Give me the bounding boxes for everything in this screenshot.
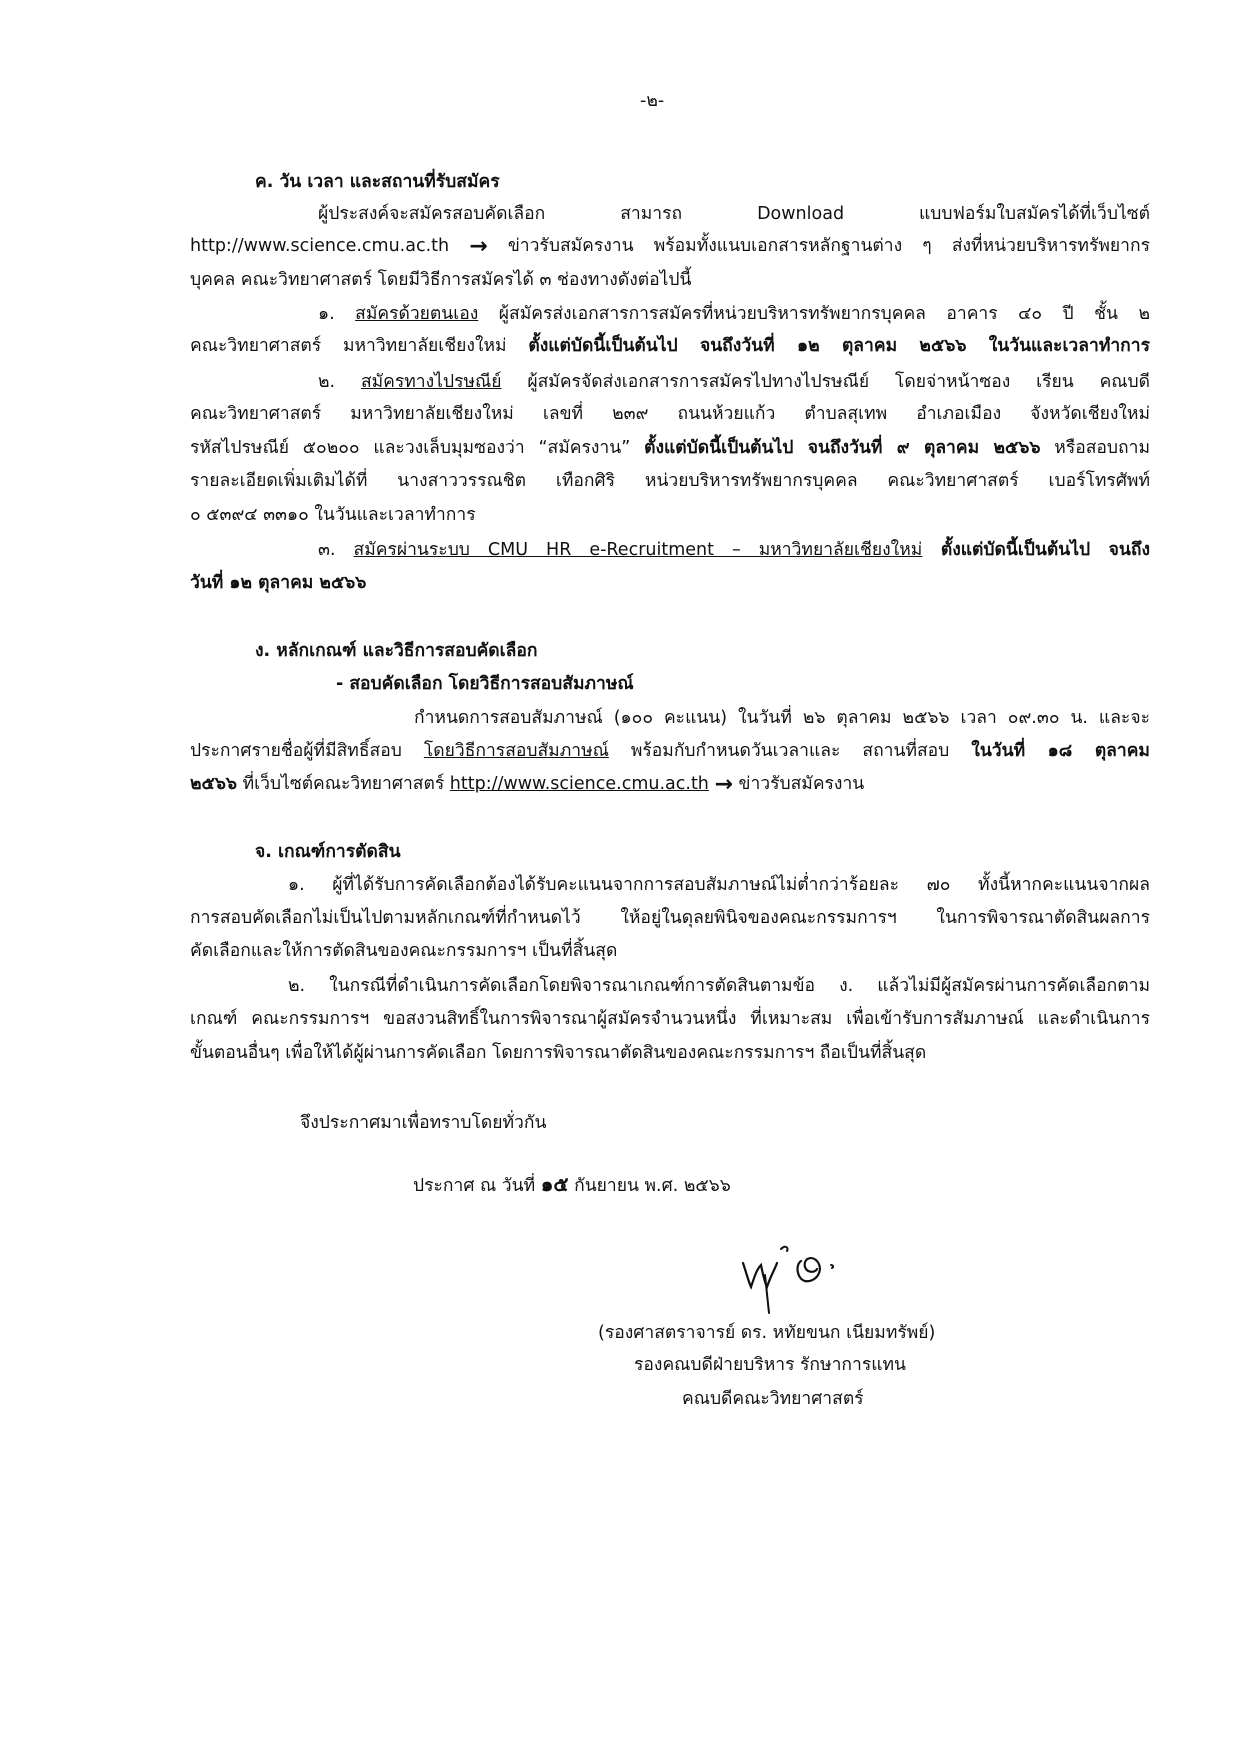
page-number: -๒-	[640, 91, 665, 111]
item-3-line-2: วันที่ ๑๒ ตุลาคม ๒๕๖๖	[190, 573, 367, 593]
section-c-paragraph-line-1: ผู้ประสงค์จะสมัครสอบคัดเลือก สามารถ Download แบบฟอร์มใบสมัครได้ที่เว็บไซต์	[318, 204, 1150, 224]
item-2-line-3: รหัสไปรษณีย์ ๕๐๒๐๐ และวงเล็บมุมซองว่า “สมัครงาน” ตั้งแต่บัดนี้เป็นต้นไป จนถึงวันที่ ๙ ตุลาคม ๒๕๖๖ หรือสอบถาม	[190, 438, 1150, 458]
signatory-name: (รองศาสตราจารย์ ดร. หทัยขนก เนียมทรัพย์)	[598, 1323, 936, 1343]
section-e-heading: จ. เกณฑ์การตัดสิน	[255, 842, 401, 862]
closing-statement: จึงประกาศมาเพื่อทราบโดยทั่วกัน	[300, 1113, 547, 1133]
section-c-paragraph-line-2: http://www.science.cmu.ac.th → ข่าวรับสมัครงาน พร้อมทั้งแนบเอกสารหลักฐานต่าง ๆ ส่งที่หน่วยบริหารทรัพยากร	[190, 234, 1150, 259]
signatory-position-2: คณบดีคณะวิทยาศาสตร์	[682, 1389, 864, 1409]
website-url-2[interactable]: http://www.science.cmu.ac.th	[449, 774, 709, 794]
item-3-title: สมัครผ่านระบบ CMU HR e-Recruitment – มหาวิทยาลัยเชียงใหม่	[353, 540, 923, 560]
item-2-line-1: ๒. สมัครทางไปรษณีย์ ผู้สมัครจัดส่งเอกสารการสมัครไปทางไปรษณีย์ โดยจ่าหน้าซอง เรียน คณบดี	[318, 372, 1150, 392]
website-url[interactable]: http://www.science.cmu.ac.th	[190, 236, 450, 256]
arrow-right-icon: →	[714, 772, 733, 797]
signature-image	[735, 1235, 845, 1315]
item-2-line-4: รายละเอียดเพิ่มเติมได้ที่ นางสาววรรณชิต เทือกศิริ หน่วยบริหารทรัพยากรบุคคล คณะวิทยาศาสตร์ เบอร์โทรศัพท์	[190, 471, 1150, 491]
criterion-2-line-3: ขั้นตอนอื่นๆ เพื่อให้ได้ผู้ผ่านการคัดเลือก โดยการพิจารณาตัดสินของคณะกรรมการฯ ถือเป็นที่สิ้นสุด	[190, 1043, 927, 1063]
section-d-paragraph-line-3: ๒๕๖๖ ที่เว็บไซต์คณะวิทยาศาสตร์ http://www.science.cmu.ac.th → ข่าวรับสมัครงาน	[190, 772, 865, 797]
section-d-paragraph-line-1: กำหนดการสอบสัมภาษณ์ (๑๐๐ คะแนน) ในวันที่ ๒๖ ตุลาคม ๒๕๖๖ เวลา ๐๙.๓๐ น. และจะ	[414, 708, 1150, 728]
criterion-1-line-3: คัดเลือกและให้การตัดสินของคณะกรรมการฯ เป็นที่สิ้นสุด	[190, 941, 618, 961]
announcement-day: ๑๕	[540, 1172, 569, 1196]
signatory-position-1: รองคณบดีฝ่ายบริหาร รักษาการแทน	[634, 1355, 906, 1375]
criterion-1-line-1: ๑. ผู้ที่ได้รับการคัดเลือกต้องได้รับคะแนนจากการสอบสัมภาษณ์ไม่ต่ำกว่าร้อยละ ๗๐ ทั้งนี้หากคะแนนจากผล	[288, 875, 1150, 895]
item-3-line-1: ๓. สมัครผ่านระบบ CMU HR e-Recruitment – มหาวิทยาลัยเชียงใหม่ ตั้งแต่บัดนี้เป็นต้นไป จนถึง	[318, 540, 1151, 560]
item-2-line-2: คณะวิทยาศาสตร์ มหาวิทยาลัยเชียงใหม่ เลขที่ ๒๓๙ ถนนห้วยแก้ว ตำบลสุเทพ อำเภอเมือง จังหวัดเชียงใหม่	[190, 404, 1150, 424]
item-2-title: สมัครทางไปรษณีย์	[360, 372, 502, 392]
item-1-title: สมัครด้วยตนเอง	[355, 304, 479, 324]
section-c-paragraph-line-3: บุคคล คณะวิทยาศาสตร์ โดยมีวิธีการสมัครได้ ๓ ช่องทางดังต่อไปนี้	[190, 270, 692, 290]
section-d-subheading: - สอบคัดเลือก โดยวิธีการสอบสัมภาษณ์	[336, 674, 634, 694]
section-d-heading: ง. หลักเกณฑ์ และวิธีการสอบคัดเลือก	[255, 641, 538, 661]
arrow-right-icon: →	[469, 234, 488, 259]
criterion-1-line-2: การสอบคัดเลือกไม่เป็นไปตามหลักเกณฑ์ที่กำหนดไว้ ให้อยู่ในดุลยพินิจของคณะกรรมการฯ ในการพิจารณาตัดสินผลการ	[190, 908, 1150, 928]
item-2-line-5: ๐ ๕๓๙๔ ๓๓๑๐ ในวันและเวลาทำการ	[190, 505, 476, 525]
criterion-2-line-2: เกณฑ์ คณะกรรมการฯ ขอสงวนสิทธิ์ในการพิจารณาผู้สมัครจำนวนหนึ่ง ที่เหมาะสม เพื่อเข้ารับการสัมภาษณ์ และดำเนินการ	[190, 1009, 1150, 1029]
section-c-heading: ค. วัน เวลา และสถานที่รับสมัคร	[255, 172, 500, 192]
item-1-line-2: คณะวิทยาศาสตร์ มหาวิทยาลัยเชียงใหม่ ตั้งแต่บัดนี้เป็นต้นไป จนถึงวันที่ ๑๒ ตุลาคม ๒๕๖๖ ในวันและเวลาทำการ	[190, 336, 1150, 356]
criterion-2-line-1: ๒. ในกรณีที่ดำเนินการคัดเลือกโดยพิจารณาเกณฑ์การตัดสินตามข้อ ง. แล้วไม่มีผู้สมัครผ่านการคัดเลือกตาม	[288, 976, 1150, 996]
section-d-paragraph-line-2: ประกาศรายชื่อผู้ที่มีสิทธิ์สอบ โดยวิธีการสอบสัมภาษณ์ พร้อมกับกำหนดวันเวลาและ สถานที่สอบ ในวันที่ ๑๘ ตุลาคม	[190, 741, 1150, 761]
announcement-date: ประกาศ ณ วันที่ ๑๕ กันยายน พ.ศ. ๒๕๖๖	[413, 1172, 731, 1196]
item-1-line-1: ๑. สมัครด้วยตนเอง ผู้สมัครส่งเอกสารการสมัครที่หน่วยบริหารทรัพยากรบุคคล อาคาร ๔๐ ปี ชั้น ๒	[318, 304, 1150, 324]
